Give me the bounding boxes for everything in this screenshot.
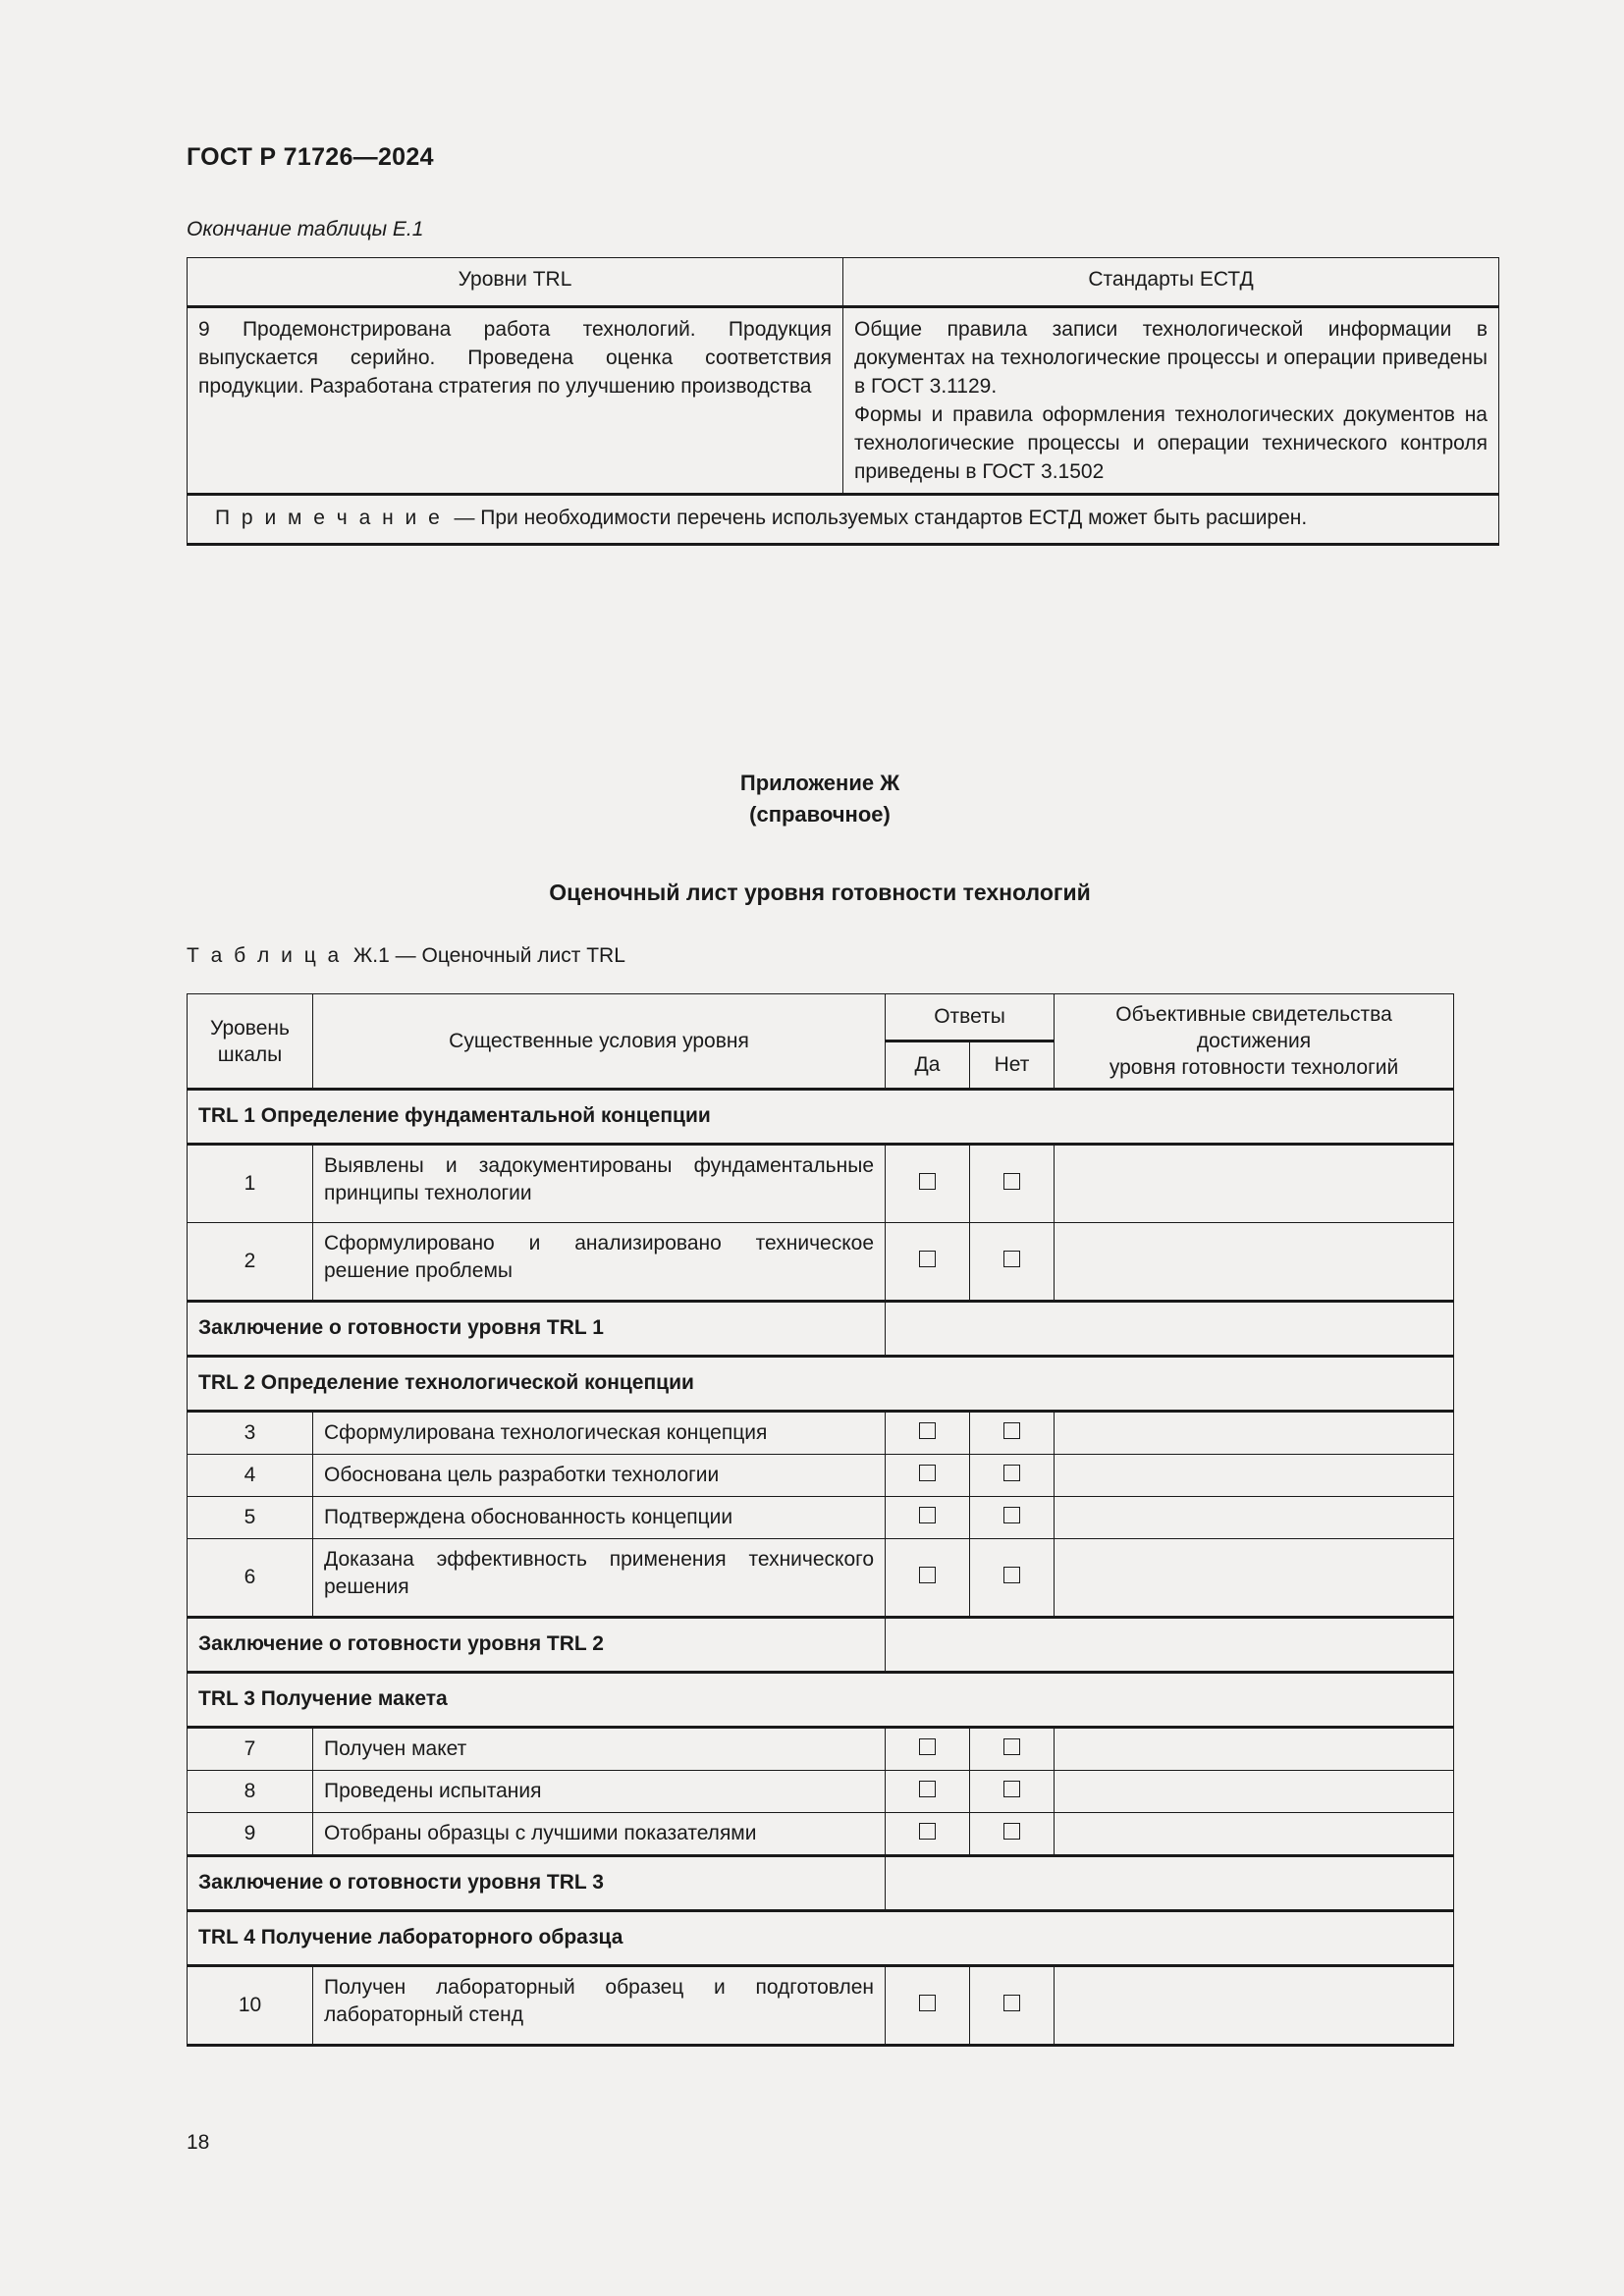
table-zh1-item-evidence[interactable]	[1055, 1728, 1454, 1771]
table-zh1-group-row	[188, 1673, 1454, 1728]
table-zh1-caption-label: Т а б л и ц а	[187, 944, 343, 967]
table-zh1-header-row-1	[188, 994, 1454, 1041]
table-zh1-item-evidence[interactable]	[1055, 1966, 1454, 2046]
table-zh1-checkbox-no-cell[interactable]	[970, 1497, 1055, 1539]
table-zh1-checkbox-no-cell[interactable]	[970, 1813, 1055, 1856]
table-e1-row	[188, 307, 1499, 495]
table-zh1-group-label: TRL 3 Получение макета	[188, 1673, 1454, 1728]
checkbox-yes-icon[interactable]	[919, 1422, 936, 1439]
table-zh1-item-condition: Сформулировано и анализировано техническое решение проблемы	[313, 1223, 886, 1302]
table-zh1-conclusion-label: Заключение о готовности уровня TRL 2	[188, 1618, 886, 1673]
table-zh1-item-condition: Получен лабораторный образец и подготовлен лабораторный стенд	[313, 1966, 886, 2046]
table-zh1-item-condition: Отобраны образцы с лучшими показателями	[313, 1813, 886, 1856]
table-zh1-checkbox-no-cell[interactable]	[970, 1412, 1055, 1455]
checkbox-yes-icon[interactable]	[919, 1507, 936, 1523]
checkbox-no-icon[interactable]	[1003, 1995, 1020, 2011]
table-zh1-header-evidence-line2: уровня готовности технологий	[1109, 1056, 1399, 1079]
table-zh1-item-row	[188, 1455, 1454, 1497]
table-zh1-item-condition: Получен макет	[313, 1728, 886, 1771]
page-number: 18	[187, 2131, 210, 2154]
table-zh1-checkbox-yes-cell[interactable]	[886, 1145, 970, 1223]
appendix-title: Оценочный лист уровня готовности технологий	[549, 880, 1091, 905]
table-zh1-item-row	[188, 1412, 1454, 1455]
table-zh1	[187, 993, 1454, 2047]
table-zh1-checkbox-no-cell[interactable]	[970, 1455, 1055, 1497]
table-zh1-item-condition: Выявлены и задокументированы фундаментальные принципы технологии	[313, 1145, 886, 1223]
table-zh1-checkbox-no-cell[interactable]	[970, 1223, 1055, 1302]
table-zh1-item-evidence[interactable]	[1055, 1539, 1454, 1618]
table-zh1-checkbox-yes-cell[interactable]	[886, 1412, 970, 1455]
table-zh1-caption-text: Ж.1 — Оценочный лист TRL	[352, 944, 625, 967]
table-zh1-caption	[187, 944, 625, 968]
table-e1-caption: Окончание таблицы Е.1	[187, 218, 424, 240]
table-zh1-checkbox-yes-cell[interactable]	[886, 1223, 970, 1302]
table-zh1-checkbox-no-cell[interactable]	[970, 1145, 1055, 1223]
table-e1-note-label: П р и м е ч а н и е	[215, 507, 443, 529]
table-zh1-checkbox-no-cell[interactable]	[970, 1539, 1055, 1618]
table-zh1-item-number: 10	[188, 1966, 313, 2046]
checkbox-yes-icon[interactable]	[919, 1173, 936, 1190]
table-zh1-checkbox-yes-cell[interactable]	[886, 1813, 970, 1856]
table-zh1-item-condition: Подтверждена обоснованность концепции	[313, 1497, 886, 1539]
table-zh1-item-evidence[interactable]	[1055, 1145, 1454, 1223]
table-e1-cell-levels: 9 Продемонстрирована работа технологий. Продукция выпускается серийно. Проведена оценка соответствия продукции. Разработана стратегия по улучшению производства	[188, 307, 843, 495]
table-e1-header-levels: Уровни TRL	[188, 258, 843, 307]
checkbox-no-icon[interactable]	[1003, 1738, 1020, 1755]
checkbox-yes-icon[interactable]	[919, 1465, 936, 1481]
table-zh1-item-row	[188, 1223, 1454, 1302]
table-zh1-item-evidence[interactable]	[1055, 1412, 1454, 1455]
table-zh1-item-evidence[interactable]	[1055, 1223, 1454, 1302]
table-zh1-header-no: Нет	[970, 1041, 1055, 1089]
table-zh1-header-condition: Существенные условия уровня	[313, 994, 886, 1090]
table-e1-standards-paragraph-2: Формы и правила оформления технологических документов на технологические процессы и операции технического контроля приведены в ГОСТ 3.1502	[854, 403, 1488, 483]
table-zh1-item-condition: Сформулирована технологическая концепция	[313, 1412, 886, 1455]
checkbox-no-icon[interactable]	[1003, 1251, 1020, 1267]
table-zh1-conclusion-row	[188, 1856, 1454, 1911]
checkbox-yes-icon[interactable]	[919, 1823, 936, 1840]
checkbox-no-icon[interactable]	[1003, 1465, 1020, 1481]
table-zh1-item-number: 8	[188, 1771, 313, 1813]
table-zh1-conclusion-value[interactable]	[886, 1302, 1454, 1357]
table-zh1-item-number: 2	[188, 1223, 313, 1302]
table-e1-header-row	[188, 258, 1499, 307]
table-zh1-item-evidence[interactable]	[1055, 1813, 1454, 1856]
table-zh1-header-evidence	[1055, 994, 1454, 1090]
table-zh1-item-row	[188, 1539, 1454, 1618]
table-e1-note-row	[188, 495, 1499, 545]
checkbox-yes-icon[interactable]	[919, 1995, 936, 2011]
table-zh1-header-answers: Ответы	[886, 994, 1055, 1041]
table-zh1-group-row	[188, 1090, 1454, 1145]
table-zh1-checkbox-yes-cell[interactable]	[886, 1455, 970, 1497]
appendix-kind: (справочное)	[749, 802, 891, 827]
table-zh1-item-row	[188, 1145, 1454, 1223]
appendix-label: Приложение Ж	[739, 771, 900, 795]
table-zh1-conclusion-row	[188, 1302, 1454, 1357]
table-zh1-item-number: 4	[188, 1455, 313, 1497]
table-zh1-item-number: 1	[188, 1145, 313, 1223]
table-zh1-header-level	[188, 994, 313, 1090]
table-zh1-item-row	[188, 1813, 1454, 1856]
table-zh1-conclusion-value[interactable]	[886, 1856, 1454, 1911]
table-zh1-item-number: 3	[188, 1412, 313, 1455]
appendix-heading	[187, 768, 1453, 830]
table-zh1-conclusion-value[interactable]	[886, 1618, 1454, 1673]
table-zh1-header-evidence-line1: Объективные свидетельства достижения	[1115, 1003, 1392, 1052]
checkbox-no-icon[interactable]	[1003, 1823, 1020, 1840]
table-zh1-conclusion-label: Заключение о готовности уровня TRL 3	[188, 1856, 886, 1911]
table-zh1-checkbox-yes-cell[interactable]	[886, 1728, 970, 1771]
table-e1-note	[188, 495, 1499, 545]
table-zh1-item-row	[188, 1728, 1454, 1771]
checkbox-yes-icon[interactable]	[919, 1781, 936, 1797]
checkbox-no-icon[interactable]	[1003, 1567, 1020, 1583]
table-zh1-conclusion-row	[188, 1618, 1454, 1673]
table-zh1-item-condition: Проведены испытания	[313, 1771, 886, 1813]
table-e1-header-standards: Стандарты ЕСТД	[843, 258, 1499, 307]
table-zh1-item-evidence[interactable]	[1055, 1771, 1454, 1813]
table-zh1-item-evidence[interactable]	[1055, 1497, 1454, 1539]
checkbox-no-icon[interactable]	[1003, 1422, 1020, 1439]
table-zh1-item-row	[188, 1771, 1454, 1813]
table-zh1-conclusion-label: Заключение о готовности уровня TRL 1	[188, 1302, 886, 1357]
table-zh1-item-condition: Доказана эффективность применения технического решения	[313, 1539, 886, 1618]
table-zh1-group-row	[188, 1357, 1454, 1412]
table-zh1-checkbox-no-cell[interactable]	[970, 1771, 1055, 1813]
table-zh1-item-number: 5	[188, 1497, 313, 1539]
checkbox-no-icon[interactable]	[1003, 1781, 1020, 1797]
checkbox-yes-icon[interactable]	[919, 1738, 936, 1755]
checkbox-yes-icon[interactable]	[919, 1567, 936, 1583]
table-zh1-group-label: TRL 1 Определение фундаментальной концепции	[188, 1090, 1454, 1145]
table-e1-note-text: — При необходимости перечень используемых стандартов ЕСТД может быть расширен.	[454, 507, 1308, 529]
running-head: ГОСТ Р 71726—2024	[187, 143, 434, 171]
table-zh1-item-number: 9	[188, 1813, 313, 1856]
table-zh1-checkbox-no-cell[interactable]	[970, 1728, 1055, 1771]
table-zh1-checkbox-yes-cell[interactable]	[886, 1966, 970, 2046]
table-zh1-item-row	[188, 1966, 1454, 2046]
checkbox-yes-icon[interactable]	[919, 1251, 936, 1267]
table-zh1-header-level-line1: Уровень	[210, 1016, 290, 1040]
table-zh1-item-row	[188, 1497, 1454, 1539]
table-zh1-header-level-line2: шкалы	[217, 1042, 283, 1066]
table-zh1-checkbox-no-cell[interactable]	[970, 1966, 1055, 2046]
table-zh1-item-number: 6	[188, 1539, 313, 1618]
table-zh1-item-condition: Обоснована цель разработки технологии	[313, 1455, 886, 1497]
table-zh1-checkbox-yes-cell[interactable]	[886, 1497, 970, 1539]
table-zh1-group-label: TRL 2 Определение технологической концепции	[188, 1357, 1454, 1412]
table-zh1-group-label: TRL 4 Получение лабораторного образца	[188, 1911, 1454, 1966]
table-zh1-header-yes: Да	[886, 1041, 970, 1089]
table-zh1-item-number: 7	[188, 1728, 313, 1771]
table-e1-cell-standards	[843, 307, 1499, 495]
table-zh1-checkbox-yes-cell[interactable]	[886, 1771, 970, 1813]
checkbox-no-icon[interactable]	[1003, 1173, 1020, 1190]
table-zh1-group-row	[188, 1911, 1454, 1966]
table-zh1-checkbox-yes-cell[interactable]	[886, 1539, 970, 1618]
table-e1-standards-paragraph-1: Общие правила записи технологической информации в документах на технологические процессы и операции приведены в ГОСТ 3.1129.	[854, 318, 1488, 398]
table-e1	[187, 257, 1499, 546]
table-zh1-item-evidence[interactable]	[1055, 1455, 1454, 1497]
checkbox-no-icon[interactable]	[1003, 1507, 1020, 1523]
